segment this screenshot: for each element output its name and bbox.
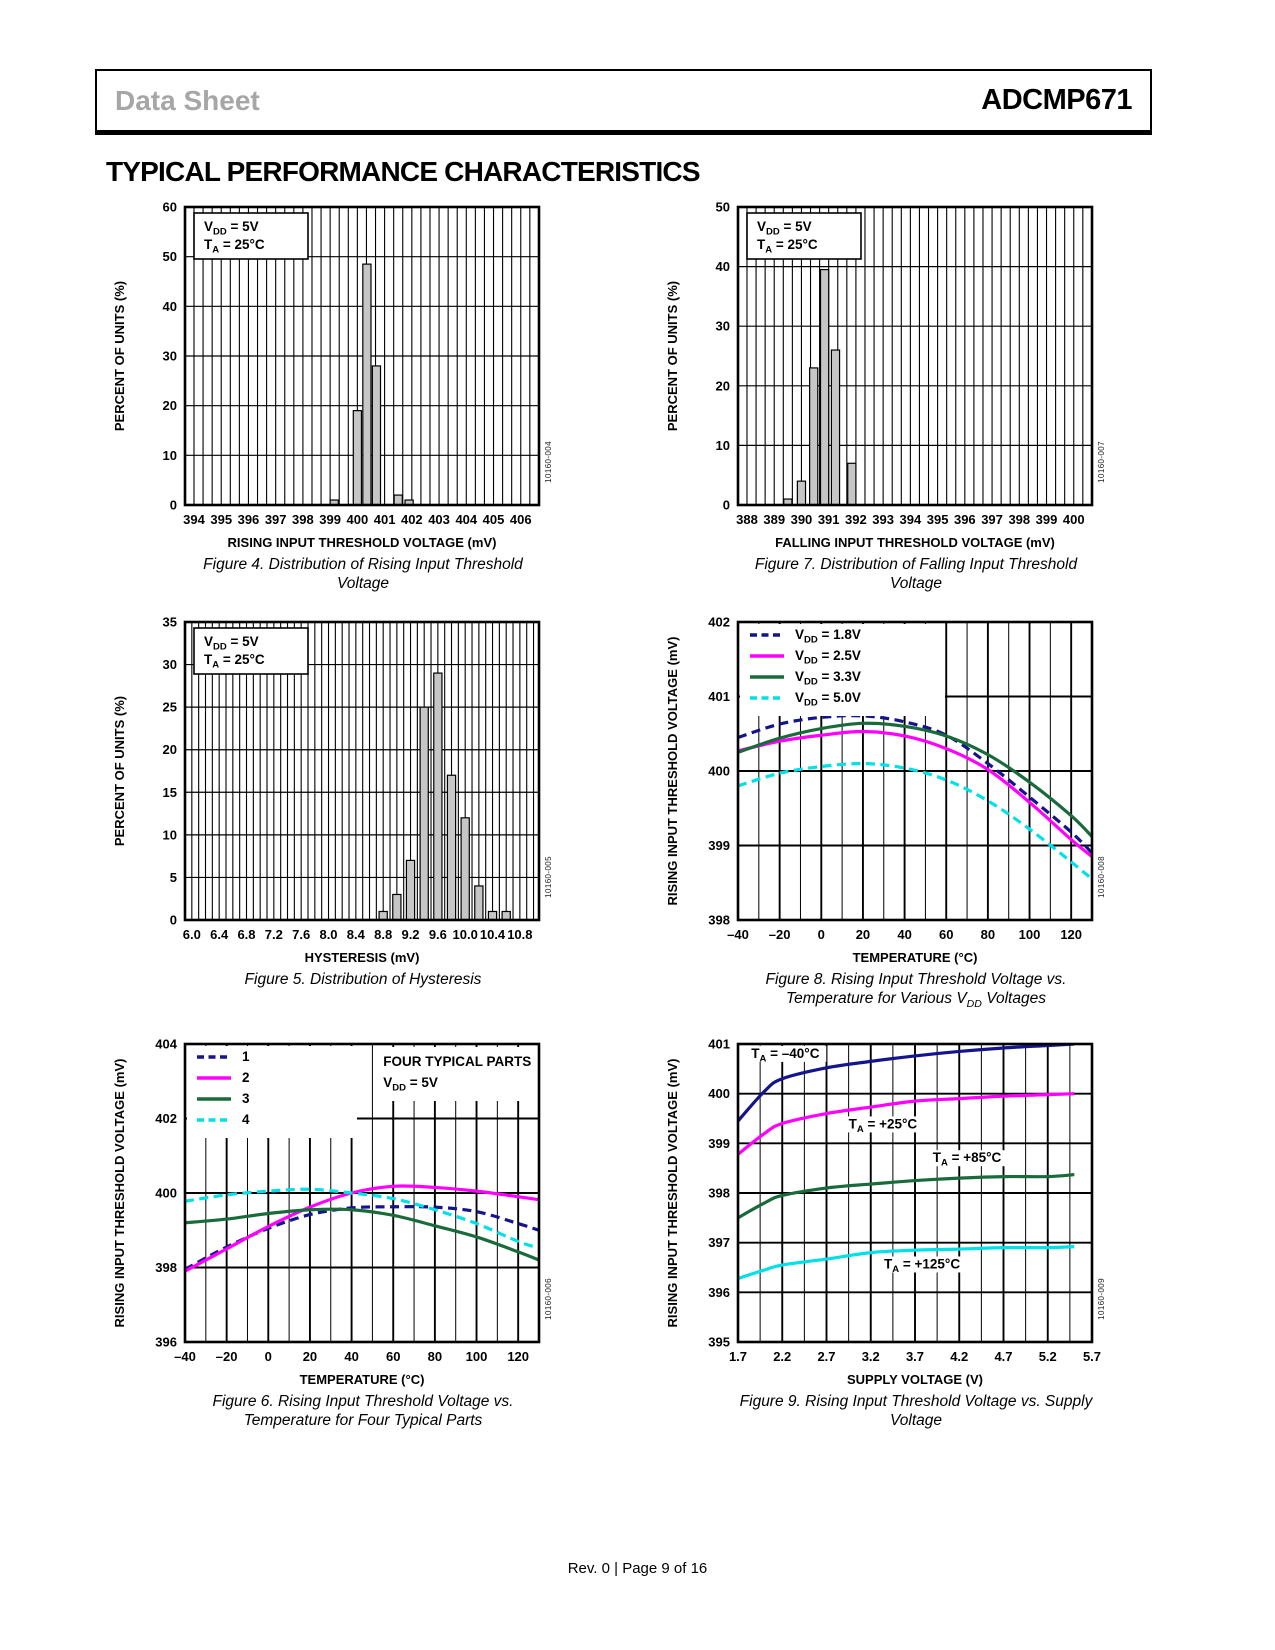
svg-text:20: 20 <box>162 398 177 414</box>
svg-text:60: 60 <box>162 199 177 215</box>
svg-text:–40: –40 <box>174 1349 196 1364</box>
figure-7-caption: Figure 7. Distribution of Falling Input Threshold Voltage <box>754 556 1078 592</box>
svg-text:394: 394 <box>899 512 922 527</box>
svg-text:TA = +125°C: $T_A = +125^\circ C$ <box>884 1256 961 1275</box>
figure-9-plot <box>660 1034 1106 1390</box>
svg-text:396: 396 <box>708 1284 730 1300</box>
svg-text:100: 100 <box>1018 927 1041 942</box>
section-title: TYPICAL PERFORMANCE CHARACTERISTICS <box>106 156 700 187</box>
x-axis-title: FALLING INPUT THRESHOLD VOLTAGE (mV) <box>775 535 1055 550</box>
svg-text:10: 10 <box>162 827 177 843</box>
svg-text:–20: –20 <box>768 927 791 942</box>
x-axis-title: SUPPLY VOLTAGE (V) <box>846 1372 984 1387</box>
svg-text:400: 400 <box>346 512 369 527</box>
figure-5-caption: Figure 5. Distribution of Hysteresis <box>244 971 482 988</box>
svg-text:6.4: 6.4 <box>210 927 229 942</box>
figure-4-caption: Figure 4. Distribution of Rising Input Threshold Voltage <box>203 556 523 592</box>
svg-text:80: 80 <box>427 1349 443 1364</box>
svg-text:395: 395 <box>926 512 949 527</box>
figure-8 <box>660 612 1130 1014</box>
figure-5 <box>107 612 577 989</box>
svg-text:400: 400 <box>1062 512 1085 527</box>
legend-label: $V_{DD} = 2.5V$ <box>795 648 861 667</box>
svg-text:394: 394 <box>183 512 205 527</box>
svg-text:401: 401 <box>373 512 396 527</box>
figure-7-chart-area <box>660 197 1130 553</box>
part-number: ADCMP671 <box>981 84 1132 116</box>
svg-text:6.0: 6.0 <box>182 927 201 942</box>
svg-text:80: 80 <box>980 927 996 942</box>
figure-8-chart-area <box>660 612 1130 968</box>
note <box>194 628 308 674</box>
figure-4-code: 10160-004 <box>544 441 553 483</box>
svg-text:8.0: 8.0 <box>319 927 338 942</box>
figure-6-caption: Figure 6. Rising Input Threshold Voltage vs. Temperature for Four Typical Parts <box>212 1393 514 1429</box>
doc-type-label: Data Sheet <box>115 84 260 116</box>
svg-text:399: 399 <box>708 838 730 853</box>
svg-text:10.0: 10.0 <box>452 927 478 942</box>
svg-text:40: 40 <box>715 259 730 275</box>
legend-label: $V_{DD} = 1.8V$ <box>795 627 861 646</box>
legend <box>187 1046 357 1138</box>
svg-text:398: 398 <box>155 1260 177 1275</box>
svg-text:391: 391 <box>817 512 840 527</box>
figure-6-code: 10160-006 <box>544 1278 553 1320</box>
bar <box>363 264 371 505</box>
svg-text:TA = +85°C: $T_A = +85^\circ C$ <box>932 1150 1002 1169</box>
svg-text:403: 403 <box>428 512 450 527</box>
y-axis-title: RISING INPUT THRESHOLD VOLTAGE (mV) <box>665 1058 680 1328</box>
y-axis-title: PERCENT OF UNITS (%) <box>112 695 127 847</box>
note <box>194 213 308 259</box>
bar <box>797 481 805 505</box>
svg-text:50: 50 <box>162 249 177 265</box>
svg-text:30: 30 <box>162 657 177 673</box>
note <box>373 1047 536 1101</box>
svg-text:120: 120 <box>1060 927 1083 942</box>
svg-text:398: 398 <box>708 912 730 928</box>
figure-7-plot <box>660 197 1106 553</box>
svg-text:TA = 25°C: $T_A = 25^\circ C$ <box>204 652 265 671</box>
svg-text:15: 15 <box>162 784 177 800</box>
svg-text:400: 400 <box>155 1185 177 1201</box>
svg-text:5.7: 5.7 <box>1082 1349 1102 1364</box>
svg-text:4.2: 4.2 <box>950 1349 969 1364</box>
svg-text:8.8: 8.8 <box>374 927 393 942</box>
svg-text:4.7: 4.7 <box>994 1349 1013 1364</box>
figure-4-plot <box>107 197 553 553</box>
svg-text:396: 396 <box>237 512 260 527</box>
figure-4-chart-area <box>107 197 577 553</box>
legend-label: 3 <box>242 1091 250 1106</box>
bar <box>461 818 469 920</box>
y-axis-title: RISING INPUT THRESHOLD VOLTAGE (mV) <box>665 636 680 906</box>
svg-text:396: 396 <box>953 512 976 527</box>
svg-text:392: 392 <box>845 512 867 527</box>
svg-text:8.4: 8.4 <box>346 927 365 942</box>
bar <box>406 860 414 920</box>
svg-text:397: 397 <box>708 1235 730 1251</box>
svg-text:0: 0 <box>817 927 825 942</box>
figure-6-plot <box>107 1034 553 1390</box>
bar <box>831 350 839 505</box>
svg-text:3.7: 3.7 <box>905 1349 925 1364</box>
svg-text:5: 5 <box>169 869 177 885</box>
svg-text:389: 389 <box>763 512 786 527</box>
svg-text:50: 50 <box>715 199 730 215</box>
legend-label: 2 <box>242 1070 250 1085</box>
svg-text:396: 396 <box>155 1334 177 1350</box>
svg-text:VDD = 5V: $V_{DD} = 5V$ <box>204 634 259 653</box>
svg-text:397: 397 <box>981 512 1003 527</box>
svg-text:TA = 25°C: $T_A = 25^\circ C$ <box>204 237 265 256</box>
svg-text:398: 398 <box>292 512 314 527</box>
svg-text:6.8: 6.8 <box>237 927 256 942</box>
svg-text:7.6: 7.6 <box>292 927 311 942</box>
svg-text:60: 60 <box>386 1349 401 1364</box>
svg-text:397: 397 <box>264 512 287 527</box>
figure-7 <box>660 197 1130 593</box>
svg-text:TA = –40°C: $T_A = -40^\circ C$ <box>751 1045 820 1065</box>
bar <box>810 368 818 505</box>
bar <box>434 673 442 920</box>
svg-text:VDD = 5V: $V_{DD} = 5V$ <box>204 219 259 238</box>
svg-text:402: 402 <box>155 1111 177 1126</box>
figure-6 <box>107 1034 577 1430</box>
svg-text:10: 10 <box>715 437 730 453</box>
svg-text:TA = 25°C: $T_A = 25^\circ C$ <box>757 237 818 256</box>
figure-6-chart-area <box>107 1034 577 1390</box>
figure-5-code: 10160-005 <box>544 856 553 898</box>
bar <box>420 707 428 920</box>
svg-text:2.7: 2.7 <box>817 1349 836 1364</box>
x-axis-title: TEMPERATURE (°C) <box>299 1372 425 1387</box>
svg-text:30: 30 <box>715 318 730 334</box>
svg-text:25: 25 <box>162 699 177 715</box>
svg-text:100: 100 <box>465 1349 488 1364</box>
svg-text:3.2: 3.2 <box>861 1349 880 1364</box>
svg-text:120: 120 <box>507 1349 530 1364</box>
svg-text:VDD = 5V: $V_{DD} = 5V$ <box>383 1075 438 1094</box>
legend-label: 1 <box>242 1049 250 1064</box>
svg-text:404: 404 <box>455 512 478 527</box>
svg-text:390: 390 <box>790 512 813 527</box>
svg-text:10.4: 10.4 <box>479 927 506 942</box>
svg-text:399: 399 <box>319 512 341 527</box>
svg-text:404: 404 <box>155 1036 177 1052</box>
svg-text:393: 393 <box>872 512 894 527</box>
bar <box>848 463 856 505</box>
svg-text:2.2: 2.2 <box>773 1349 792 1364</box>
legend-label: 4 <box>242 1112 250 1127</box>
figure-8-code: 10160-008 <box>1097 856 1106 898</box>
svg-text:20: 20 <box>715 378 730 394</box>
bar <box>821 270 829 505</box>
svg-text:401: 401 <box>708 1036 730 1052</box>
bar <box>393 894 401 920</box>
svg-text:398: 398 <box>708 1185 730 1201</box>
bar <box>372 366 380 505</box>
svg-text:10.8: 10.8 <box>507 927 533 942</box>
svg-text:20: 20 <box>855 927 871 942</box>
bar <box>353 411 361 505</box>
svg-text:VDD = 5V: $V_{DD} = 5V$ <box>757 219 812 238</box>
figure-4 <box>107 197 577 593</box>
svg-text:0: 0 <box>169 497 177 513</box>
svg-text:388: 388 <box>736 512 758 527</box>
svg-text:–40: –40 <box>727 927 749 942</box>
y-axis-title: PERCENT OF UNITS (%) <box>665 280 680 432</box>
svg-text:7.2: 7.2 <box>264 927 283 942</box>
page-header <box>95 69 1152 135</box>
svg-text:395: 395 <box>708 1334 730 1350</box>
svg-text:9.6: 9.6 <box>428 927 447 942</box>
svg-text:400: 400 <box>708 1086 730 1102</box>
svg-text:30: 30 <box>162 348 177 364</box>
figure-7-code: 10160-007 <box>1097 441 1106 483</box>
svg-text:1.7: 1.7 <box>728 1349 748 1364</box>
svg-text:40: 40 <box>897 927 912 942</box>
figure-8-caption: Figure 8. Rising Input Threshold Voltage vs. Temperature for Various $V_{DD}$ Voltages <box>765 971 1067 1011</box>
x-axis-title: HYSTERESIS (mV) <box>304 950 420 965</box>
svg-text:FOUR TYPICAL PARTS: FOUR TYPICAL PARTS <box>383 1054 532 1069</box>
y-axis-title: PERCENT OF UNITS (%) <box>112 280 127 432</box>
figure-5-plot <box>107 612 553 968</box>
figure-9-chart-area <box>660 1034 1130 1390</box>
svg-text:406: 406 <box>509 512 532 527</box>
svg-text:399: 399 <box>1035 512 1058 527</box>
svg-text:20: 20 <box>302 1349 318 1364</box>
x-axis-title: RISING INPUT THRESHOLD VOLTAGE (mV) <box>227 535 497 550</box>
svg-text:402: 402 <box>400 512 423 527</box>
figure-9 <box>660 1034 1130 1430</box>
svg-text:0: 0 <box>169 912 177 928</box>
svg-text:40: 40 <box>162 298 177 314</box>
svg-text:401: 401 <box>708 689 730 704</box>
svg-text:0: 0 <box>722 497 730 513</box>
figure-8-plot <box>660 612 1106 968</box>
legend-label: $V_{DD} = 5.0V$ <box>795 690 861 709</box>
svg-text:402: 402 <box>708 614 730 630</box>
legend-label: $V_{DD} = 3.3V$ <box>795 669 861 688</box>
note <box>747 213 861 259</box>
svg-text:399: 399 <box>708 1135 730 1151</box>
figure-9-caption: Figure 9. Rising Input Threshold Voltage vs. Supply Voltage <box>739 1393 1093 1429</box>
svg-text:405: 405 <box>482 512 505 527</box>
svg-text:398: 398 <box>1008 512 1031 527</box>
figure-9-code: 10160-009 <box>1097 1278 1106 1320</box>
svg-text:5.2: 5.2 <box>1038 1349 1057 1364</box>
svg-text:35: 35 <box>162 614 177 630</box>
svg-text:9.2: 9.2 <box>401 927 420 942</box>
figure-5-chart-area <box>107 612 577 968</box>
svg-text:20: 20 <box>162 742 177 758</box>
page-footer: Rev. 0 | Page 9 of 16 <box>567 1560 708 1577</box>
y-axis-title: RISING INPUT THRESHOLD VOLTAGE (mV) <box>112 1058 127 1328</box>
svg-text:400: 400 <box>708 763 730 779</box>
legend <box>740 624 945 716</box>
svg-text:0: 0 <box>264 1349 272 1364</box>
bar <box>447 775 455 920</box>
svg-text:TA = +25°C: $T_A = +25^\circ C$ <box>848 1116 918 1135</box>
svg-text:40: 40 <box>344 1349 359 1364</box>
svg-text:–20: –20 <box>215 1349 238 1364</box>
bar <box>475 886 483 920</box>
svg-text:395: 395 <box>210 512 233 527</box>
svg-text:60: 60 <box>939 927 954 942</box>
svg-text:10: 10 <box>162 447 177 463</box>
x-axis-title: TEMPERATURE (°C) <box>852 950 978 965</box>
bar <box>394 495 402 505</box>
